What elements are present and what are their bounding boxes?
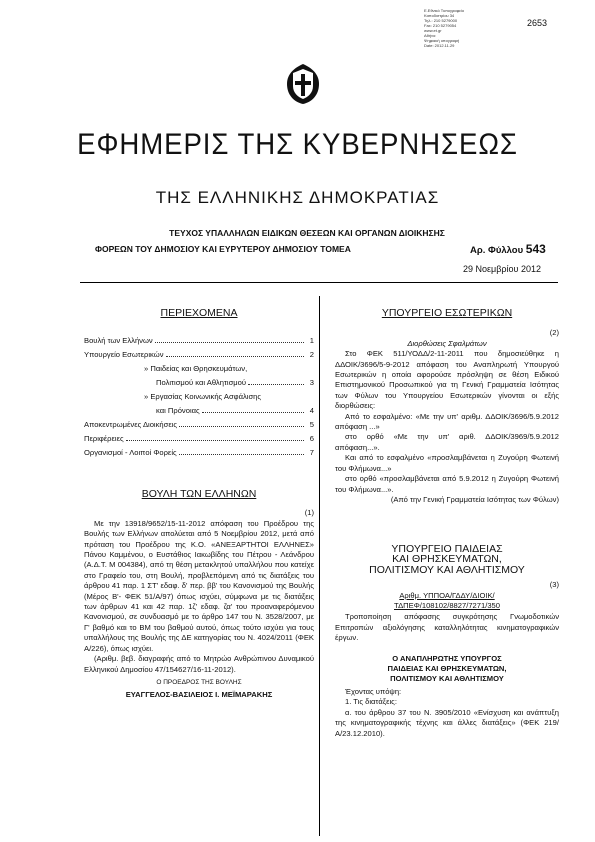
gazette-title: ΕΦΗΜΕΡΙΣ ΤΗΣ ΚΥΒΕΡΝΗΣΕΩΣ — [77, 128, 518, 161]
education-ministry-heading-3: ΠΟΛΙΤΙΣΜΟΥ ΚΑΙ ΑΘΛΗΤΙΣΜΟΥ — [369, 563, 525, 576]
issue-line-1: ΤΕΥΧΟΣ ΥΠΑΛΛΗΛΩΝ ΕΙΔΙΚΩΝ ΘΕΣΕΩΝ ΚΑΙ ΟΡΓΑΝΩΝ ΔΙΟΙΚΗΣΗΣ — [169, 228, 445, 238]
contents-item-label: Υπουργείο Εσωτερικών — [84, 350, 164, 359]
stamp-line: Αθήνα — [424, 33, 436, 38]
stamp-line: Καποδιστρίου 34 — [424, 13, 455, 18]
stamp-line: Ε.Εθνικό Τυπογραφείο — [424, 8, 465, 13]
authority-line-3: ΠΟΛΙΤΙΣΜΟΥ ΚΑΙ ΑΘΛΗΤΙΣΜΟΥ — [390, 674, 504, 684]
contents-item-page: 4 — [309, 406, 314, 415]
contents-item-label: Βουλή των Ελλήνων — [84, 336, 153, 345]
decision-title: Τροποποίηση απόφασης συγκρότησης Γνωμοδοτικών Επιτροπών αξιολόγησης καταλληλότητας κινηματογραφικών έργων. — [335, 612, 559, 643]
corrections-source: (Από την Γενική Γραμματεία Ισότητας των Φύλων) — [390, 494, 559, 504]
greek-coat-of-arms-icon — [282, 62, 324, 106]
stamp-line: Date: 2012.11.29 — [424, 43, 455, 48]
contents-item-label: Αποκεντρωμένες Διοικήσεις — [84, 420, 178, 429]
contents-item — [84, 332, 314, 346]
contents-item — [84, 444, 314, 458]
contents-item — [84, 402, 314, 416]
provision-item-1a: α. του άρθρου 37 του Ν. 3905/2010 «Ενίσχυση και ανάπτυξη της κινηματογραφικής τέχνης και άλλες διατάξεις» (ΦΕΚ 219/Α/23.12.2010). — [335, 707, 559, 738]
corrections-text: Στο ΦΕΚ 511/ΥΟΔΔ/2-11-2011 που δημοσιεύθηκε η ΔΔΟΙΚ/3696/5-9-2012 απόφαση του Αναπληρωτή Υπουργού Εσωτερικών η οποία αφορούσε πρόσληψη σε θέση Ειδικού Επιστημονικού Προσωπικού για τη Γενική Γραμματεία Ισότητας των Φύλων του Υπουργείου Εσωτερικών γίνονται οι εξής διορθώσεις: — [335, 349, 559, 411]
contents-item — [84, 346, 314, 360]
correction-wrong-2: Και από το εσφαλμένο «προσλαμβάνεται η Ζυγούρη Φωτεινή του Φλήμωνα...» — [335, 453, 559, 473]
contents-leader-dots — [155, 342, 304, 343]
sheet-number — [470, 242, 546, 256]
interior-ministry-heading: ΥΠΟΥΡΓΕΙΟ ΕΣΩΤΕΡΙΚΩΝ — [381, 307, 513, 319]
sheet-label: Αρ. Φύλλου — [470, 245, 524, 256]
stamp-line: Ψηφιακή υπογραφή — [424, 38, 460, 43]
issue-line-2: ΦΟΡΕΩΝ ΤΟΥ ΔΗΜΟΣΙΟΥ ΚΑΙ ΕΥΡΥΤΕΡΟΥ ΔΗΜΟΣΙΟΥ ΤΟΜΕΑ — [95, 244, 351, 254]
contents-item-page: 6 — [309, 434, 314, 443]
contents-item-page: 7 — [309, 448, 314, 457]
parliament-decision-text: Με την 13918/9652/15-11-2012 απόφαση του Προέδρου της Βουλής των Ελλήνων απολύεται από 5 Νοεμβρίου 2012, μετά από πρόταση του Προέδρου της Κ.Ο. «ΑΝΕΞΑΡΤΗΤΟΙ ΕΛΛΗΝΕΣ» Πάνου Καμμένου, ο Ευστάθιος Ιακωβίδης του Πέτρου - Λεάνδρου (Α.Δ.Τ. Μ 004384), από τη θέση μετακλητού υπαλλήλου που κατείχε στο Γραφείο του, στη Βουλή, προβλεπόμενη από τις διατάξεις του άρθρου 41 παρ. 1 ΣΤ' εδαφ. δ' περ. ββ' του Κανονισμού της Βουλής (Μέρος Β'- ΦΕΚ 51/Α/97) όπως ισχύει, σύμφωνα με τις διατάξεις των άρθρων 41 και 42 παρ. 1ζ' εδαφ. ζα' του προαναφερόμενου Κανονισμού, σε συνδυασμό με το άρθρο 147 του Ν. 3528/2007, με Γ' βαθμό και το ΒΜ του βαθμού αυτού, όπως τούτο ισχύει για τους υπαλλήλους της Βουλής της ΔΕ κατηγορίας του Ν. 4024/2011 (ΦΕΚ Α/226), όπως ισχύει. — [84, 518, 314, 653]
correction-right-1: στο ορθό «Με την υπ' αριθ. ΔΔΟΙΚ/3969/5.9.2012 απόφαση...». — [335, 432, 559, 452]
stamp-line: Fax: 210 5279054 — [424, 23, 457, 28]
contents-item — [84, 416, 314, 430]
signer-name: ΕΥΑΓΓΕΛΟΣ-ΒΑΣΙΛΕΙΟΣ Ι. ΜΕΪΜΑΡΑΚΗΣ — [125, 690, 273, 700]
contents-item-label: Οργανισμοί - Λοιποί Φορείς — [84, 448, 177, 457]
page-number: 2653 — [527, 18, 548, 28]
header-divider — [80, 282, 558, 283]
correction-right-2: στο ορθό «προσλαμβάνεται από 5.9.2012 η Ζυγούρη Φωτεινή του Φλήμωνα...». — [335, 474, 559, 494]
parliament-heading: ΒΟΥΛΗ ΤΩΝ ΕΛΛΗΝΩΝ — [141, 488, 257, 500]
contents-list — [84, 332, 314, 458]
parliament-note: (Αριθμ. βεβ. διαγραφής από το Μητρώο Ανθρώπινου Δυναμικού Ελληνικού Δημοσίου 47/154627/16-11-2012). — [84, 654, 314, 674]
contents-item-page: 3 — [309, 378, 314, 387]
contents-leader-dots — [166, 356, 305, 357]
decision-number-1: Αριθμ. ΥΠΠΟΑ/ΓΔΔΥ/ΔΙΟΙΚ/ — [399, 590, 495, 600]
parliament-section — [84, 489, 314, 701]
interior-ministry-section — [335, 308, 559, 505]
contents-item — [84, 388, 314, 402]
contents-item — [84, 430, 314, 444]
item-number: (1) — [304, 508, 314, 518]
contents-item-page: 2 — [309, 350, 314, 359]
contents-item-label: » Παιδείας και Θρησκευμάτων, — [144, 364, 248, 373]
education-ministry-section — [335, 544, 559, 739]
gazette-subtitle: ΤΗΣ ΕΛΛΗΝΙΚΗΣ ΔΗΜΟΚΡΑΤΙΑΣ — [155, 188, 440, 207]
authority-line-1: Ο ΑΝΑΠΛΗΡΩΤΗΣ ΥΠΟΥΡΓΟΣ — [392, 653, 502, 663]
considering-label: Έχοντας υπόψη: — [345, 686, 402, 696]
contents-item-label: και Πρόνοιας — [156, 406, 200, 415]
item-number: (3) — [549, 580, 559, 590]
contents-item-page: 1 — [309, 336, 314, 345]
education-ministry-heading-2: ΚΑΙ ΘΡΗΣΚΕΥΜΑΤΩΝ, — [392, 553, 502, 566]
education-ministry-heading-1: ΥΠΟΥΡΓΕΙΟ ΠΑΙΔΕΙΑΣ — [391, 543, 503, 555]
contents-leader-dots — [202, 412, 304, 413]
contents-section — [84, 308, 314, 458]
contents-leader-dots — [179, 426, 304, 427]
contents-item-label: » Εργασίας Κοινωνικής Ασφάλισης — [144, 392, 262, 401]
contents-item — [84, 360, 314, 374]
contents-leader-dots — [179, 454, 304, 455]
contents-item-label: Πολιτισμού και Αθλητισμού — [156, 378, 247, 387]
authority-line-2: ΠΑΙΔΕΙΑΣ ΚΑΙ ΘΡΗΣΚΕΥΜΑΤΩΝ, — [387, 664, 507, 674]
decision-number-2: ΤΔΠΕΦ/108102/8827/7271/350 — [394, 601, 500, 611]
contents-item-label: Περιφέρειες — [84, 434, 124, 443]
stamp-line: Τηλ.: 210 5279000 — [424, 18, 458, 23]
sheet-value: 543 — [525, 242, 546, 256]
digital-signature-stamp — [424, 8, 516, 48]
correction-wrong-1: Από το εσφαλμένο: «Με την υπ' αριθμ. ΔΔΟΙΚ/3696/5.9.2012 απόφαση ...» — [335, 411, 559, 432]
item-number: (2) — [549, 328, 559, 338]
signer-title: Ο ΠΡΟΕΔΡΟΣ ΤΗΣ ΒΟΥΛΗΣ — [156, 678, 242, 686]
contents-leader-dots — [126, 440, 304, 441]
contents-item-page: 5 — [309, 420, 314, 429]
contents-heading: ΠΕΡΙΕΧΟΜΕΝΑ — [160, 307, 238, 319]
corrections-title: Διορθώσεις Σφαλμάτων — [407, 338, 487, 348]
column-divider — [319, 296, 320, 836]
provision-item-1: 1. Τις διατάξεις: — [345, 697, 397, 707]
issue-date: 29 Νοεμβρίου 2012 — [463, 264, 541, 274]
contents-item — [84, 374, 314, 388]
stamp-line: www.et.gr — [424, 28, 442, 33]
contents-leader-dots — [248, 384, 304, 385]
